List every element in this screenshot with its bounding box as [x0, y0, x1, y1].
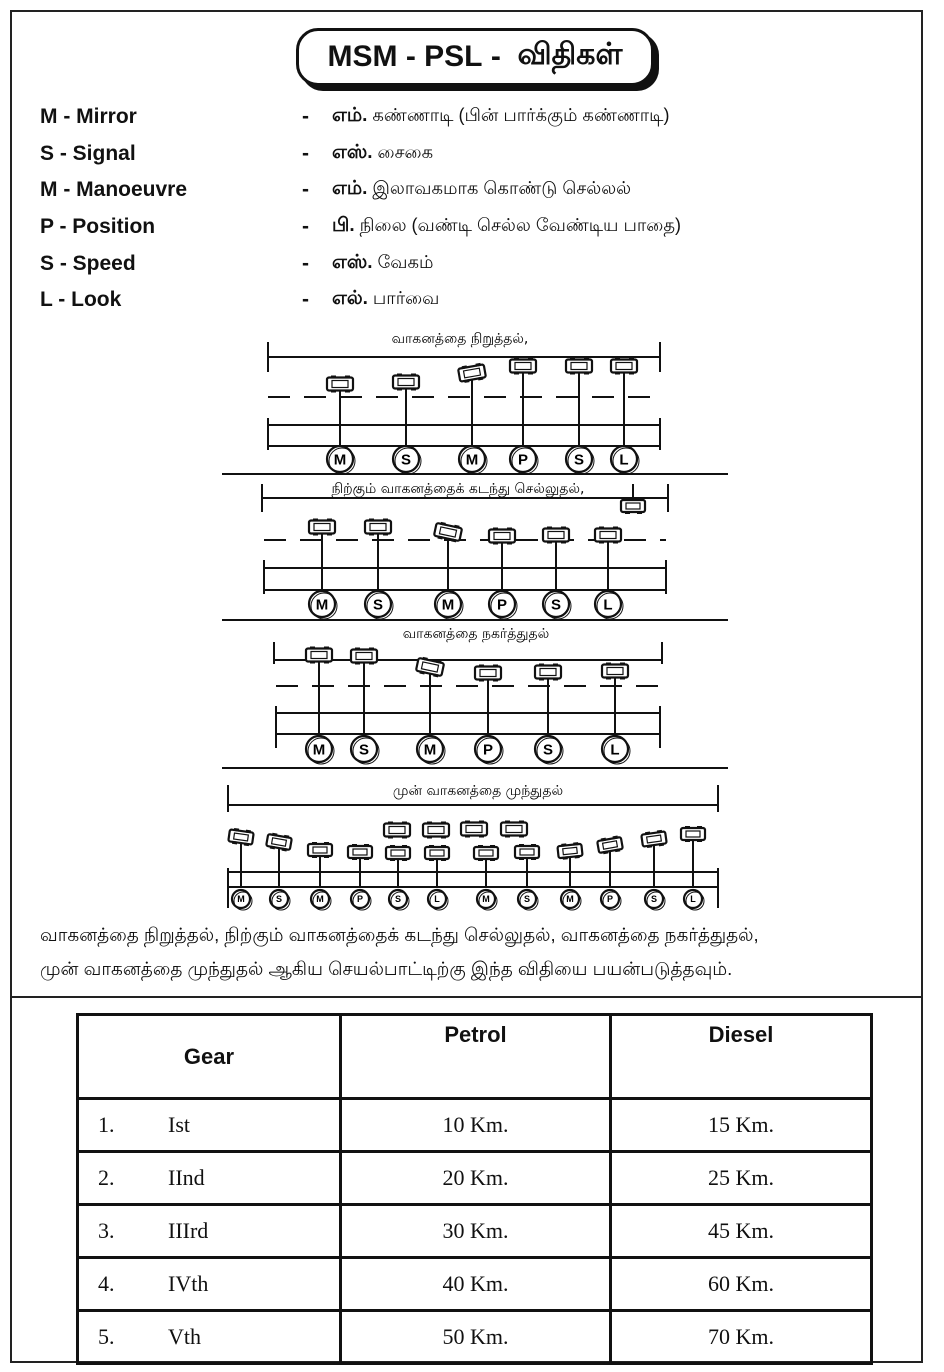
msm-letter-circle	[518, 890, 538, 910]
car-symbol	[535, 664, 561, 681]
msm-letter: M	[465, 451, 479, 469]
header-petrol: Petrol	[341, 1015, 611, 1099]
msm-letter: M	[316, 894, 324, 905]
msm-letter: L	[610, 741, 620, 759]
definition-dash: -	[302, 288, 309, 311]
car-symbol	[474, 845, 498, 861]
msm-letter-circle	[611, 446, 639, 474]
petrol-speed: 20 Km.	[341, 1152, 611, 1205]
car-symbol	[327, 376, 353, 393]
petrol-speed: 50 Km.	[341, 1311, 611, 1364]
msm-letter-circle	[601, 890, 621, 910]
msm-letter-circle	[602, 736, 630, 764]
msm-letter-circle	[327, 446, 355, 474]
msm-letter-circle	[645, 890, 665, 910]
msm-letter: P	[356, 894, 364, 905]
msm-letter-circle	[306, 736, 334, 764]
table-header-row	[78, 1015, 872, 1099]
car-symbol	[306, 647, 332, 664]
definition-key: M - Manoeuvre	[40, 178, 188, 201]
caption-line-2: முன் வாகனத்தை முந்துதல் ஆகிய செயல்பாட்டிற்கு இந்த விதியை பயன்படுத்தவும்.	[40, 958, 733, 979]
msm-letter-circle	[561, 890, 581, 910]
msm-letter: M	[315, 596, 329, 614]
definition-dash: -	[302, 252, 309, 275]
car-symbol	[393, 374, 419, 391]
car-symbol	[475, 665, 501, 682]
car-symbol	[351, 648, 377, 665]
title-dash-1: -	[405, 40, 416, 73]
definition-text: வேகம்	[377, 252, 434, 272]
msm-letter-circle	[351, 890, 371, 910]
msm-letter-circle	[428, 890, 448, 910]
row-number: 5.	[98, 1324, 115, 1349]
definition-abbr: எம்.	[332, 105, 368, 126]
msm-letter-circle	[351, 736, 379, 764]
definition-abbr: எஸ்.	[332, 142, 373, 163]
gear-name: IInd	[168, 1165, 205, 1190]
msm-letter-circle	[684, 890, 704, 910]
diesel-speed: 25 Km.	[611, 1152, 872, 1205]
msm-letter: P	[517, 451, 529, 469]
msm-letter: M	[441, 596, 455, 614]
gear-name: IIIrd	[168, 1218, 209, 1243]
msm-letter: M	[482, 894, 490, 905]
table-row	[78, 1258, 872, 1311]
msm-letter-circle	[459, 446, 487, 474]
diesel-speed: 45 Km.	[611, 1205, 872, 1258]
definition-key: S - Speed	[40, 252, 136, 275]
msm-letter: S	[573, 451, 585, 469]
diesel-speed: 15 Km.	[611, 1099, 872, 1152]
car-symbol	[543, 527, 569, 544]
msm-letter: S	[372, 596, 384, 614]
msm-letter: P	[496, 596, 508, 614]
car-symbol	[228, 827, 254, 846]
car-symbol	[566, 358, 592, 375]
definition-dash: -	[302, 142, 309, 165]
car-symbol	[557, 842, 583, 860]
car-symbol	[386, 845, 410, 861]
car-symbol	[501, 821, 527, 838]
msm-letter-circle	[543, 591, 571, 619]
car-symbol	[515, 844, 539, 860]
msm-letter-circle	[435, 591, 463, 619]
definition-text: இலாவகமாக கொண்டு செல்லல்	[372, 178, 632, 198]
diagram-label-stopping: வாகனத்தை நிறுத்தல்,	[391, 331, 529, 347]
msm-letter-circle	[595, 591, 623, 619]
msm-letter: S	[523, 894, 531, 905]
msm-letter: S	[394, 894, 402, 905]
definition-text: நிலை (வண்டி செல்ல வேண்டிய பாதை)	[359, 215, 682, 235]
table-row	[78, 1311, 872, 1364]
car-symbol	[365, 519, 391, 536]
row-number: 4.	[98, 1271, 115, 1296]
car-symbol	[423, 822, 449, 839]
msm-letter: S	[550, 596, 562, 614]
msm-letter-circle	[365, 591, 393, 619]
msm-letter: S	[650, 894, 658, 905]
msm-letter-circle	[309, 591, 337, 619]
msm-letter: M	[423, 741, 437, 759]
definition-dash: -	[302, 105, 309, 128]
diagram-label-moving-off: வாகனத்தை நகர்த்துதல்	[402, 626, 550, 642]
msm-letter: M	[237, 894, 245, 905]
msm-letter: M	[333, 451, 347, 469]
gear-cell	[78, 1311, 341, 1364]
title-part-msm: MSM	[327, 40, 398, 73]
definition-dash: -	[302, 215, 309, 238]
petrol-speed: 40 Km.	[341, 1258, 611, 1311]
gear-speed-table	[76, 1013, 873, 1365]
car-symbol	[611, 358, 637, 375]
header-gear: Gear	[78, 1015, 341, 1099]
car-symbol	[621, 498, 645, 514]
car-symbol	[602, 663, 628, 680]
msm-letter: P	[482, 741, 494, 759]
table-row	[78, 1205, 872, 1258]
car-symbol	[266, 832, 292, 852]
caption-line-1: வாகனத்தை நிறுத்தல், நிற்கும் வாகனத்தைக் கடந்து செல்லுதல், வாகனத்தை நகர்த்துதல்,	[40, 924, 759, 945]
definition-text: கண்ணாடி (பின் பார்க்கும் கண்ணாடி)	[372, 105, 670, 125]
gear-cell	[78, 1152, 341, 1205]
petrol-speed: 30 Km.	[341, 1205, 611, 1258]
diagram-label-passing-stationary: நிற்கும் வாகனத்தைக் கடந்து செல்லுதல்,	[331, 481, 585, 497]
definition-abbr: எம்.	[332, 178, 368, 199]
msm-letter: P	[606, 894, 614, 905]
msm-letter-circle	[311, 890, 331, 910]
definition-abbr: எஸ்.	[332, 252, 373, 273]
car-symbol	[510, 358, 536, 375]
msm-letter: S	[275, 894, 283, 905]
msm-letter-circle	[389, 890, 409, 910]
car-symbol	[595, 527, 621, 544]
diesel-speed: 70 Km.	[611, 1311, 872, 1364]
definition-text: பார்வை	[372, 288, 440, 308]
msm-letter-circle	[417, 736, 445, 764]
table-row	[78, 1099, 872, 1152]
gear-name: Vth	[168, 1324, 201, 1349]
table-row	[78, 1152, 872, 1205]
row-number: 3.	[98, 1218, 115, 1243]
car-symbol	[348, 844, 372, 860]
msm-letter: S	[358, 741, 370, 759]
msm-letter: L	[619, 451, 629, 469]
car-symbol	[489, 528, 515, 545]
msm-letter: M	[312, 741, 326, 759]
car-symbol	[425, 845, 449, 861]
row-number: 1.	[98, 1112, 115, 1137]
gear-name: IVth	[168, 1271, 209, 1296]
gear-cell	[78, 1258, 341, 1311]
car-symbol	[308, 842, 332, 858]
msm-letter-circle	[393, 446, 421, 474]
definition-key: M - Mirror	[40, 105, 137, 128]
definition-key: S - Signal	[40, 142, 136, 165]
msm-letter-circle	[232, 890, 252, 910]
definition-abbr: எல்.	[332, 288, 368, 309]
definition-dash: -	[302, 178, 309, 201]
title-part-psl: PSL	[424, 40, 483, 73]
definition-key: P - Position	[40, 215, 156, 238]
msm-letter: L	[690, 894, 696, 905]
definition-abbr: பி.	[332, 215, 355, 236]
msm-letter-circle	[489, 591, 517, 619]
row-number: 2.	[98, 1165, 115, 1190]
msm-letter: S	[542, 741, 554, 759]
diagram-label-overtaking: முன் வாகனத்தை முந்துதல்	[392, 783, 564, 799]
gear-cell	[78, 1099, 341, 1152]
msm-letter-circle	[475, 736, 503, 764]
msm-letter-circle	[510, 446, 538, 474]
msm-letter-circle	[566, 446, 594, 474]
gear-cell	[78, 1205, 341, 1258]
diesel-speed: 60 Km.	[611, 1258, 872, 1311]
title-dash-2: -	[490, 40, 501, 73]
msm-letter: S	[400, 451, 412, 469]
header-diesel: Diesel	[611, 1015, 872, 1099]
msm-letter-circle	[477, 890, 497, 910]
car-symbol	[309, 519, 335, 536]
definition-text: சைகை	[377, 142, 434, 162]
car-symbol	[384, 822, 410, 839]
msm-letter-circle	[535, 736, 563, 764]
definition-key: L - Look	[40, 288, 122, 311]
section-divider	[10, 996, 923, 998]
car-symbol	[641, 829, 667, 848]
msm-letter: L	[603, 596, 613, 614]
title-part-rules: விதிகள்	[517, 38, 623, 71]
gear-name: Ist	[168, 1112, 190, 1137]
petrol-speed: 10 Km.	[341, 1099, 611, 1152]
msm-letter-circle	[270, 890, 290, 910]
car-symbol	[681, 826, 705, 842]
car-symbol	[597, 835, 623, 855]
car-symbol	[461, 821, 487, 838]
msm-letter: M	[566, 894, 574, 905]
msm-letter: L	[434, 894, 440, 905]
